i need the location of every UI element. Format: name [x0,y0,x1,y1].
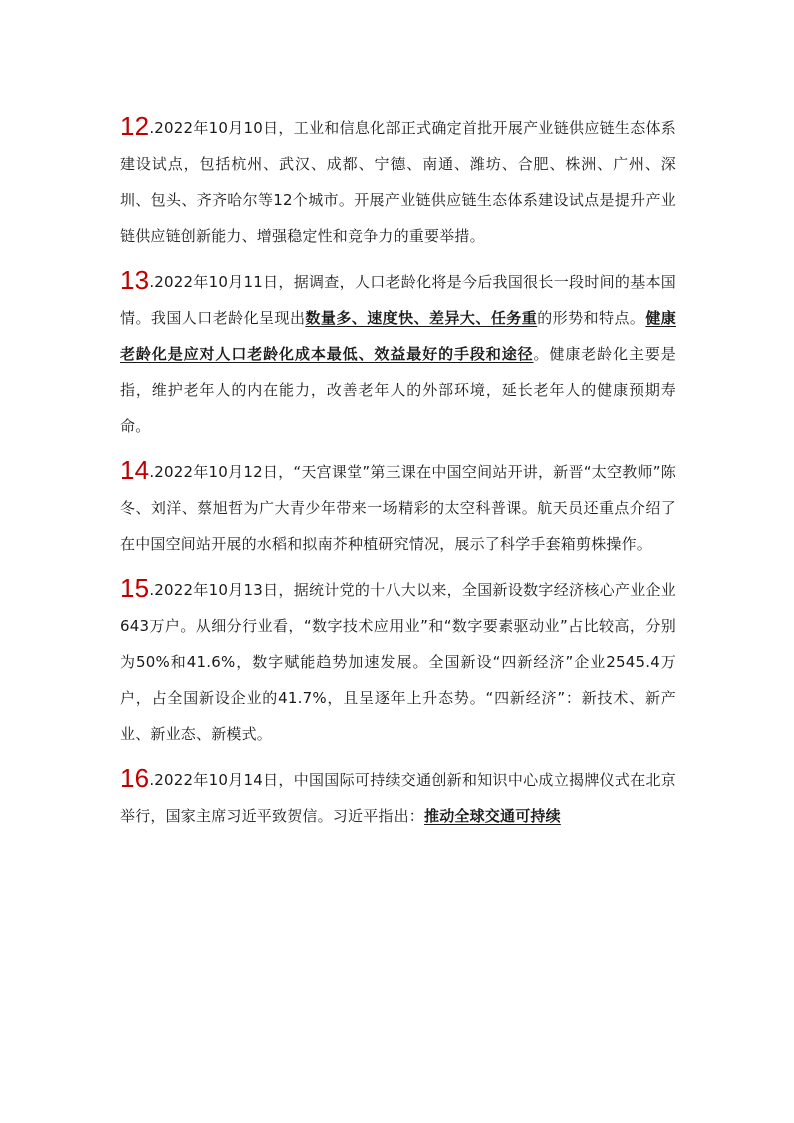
news-item-13 [120,262,676,444]
news-item-15 [120,570,676,752]
emphasis-text: 健康老龄化是应对人口老龄化成本最低、效益最好的手段和途径 [120,309,676,363]
item-number: 13 [120,265,150,295]
news-item-16 [120,760,676,834]
news-item-12 [120,108,676,254]
news-item-14 [120,452,676,562]
item-number: 16 [120,763,150,793]
item-text: .2022年10月13日，据统计党的十八大以来，全国新设数字经济核心产业企业643万户。从细分行业看，“数字技术应用业”和“数字要素驱动业”占比较高，分别为50%和41.6%，数字赋能趋势加速发展。全国新设“四新经济”企业2545.4万户，占全国新设企业的41.7%，且呈逐年上升态势。“四新经济”：新技术、新产业、新业态、新模式。 [120,581,676,743]
item-text: 的形势和特点。 [537,309,646,327]
item-text: 。健康老龄化主要是指，维护老年人的内在能力，改善老年人的外部环境，延长老年人的健康预期寿命。 [120,345,676,435]
item-text: .2022年10月12日，“天宫课堂”第三课在中国空间站开讲，新晋“太空教师”陈冬、刘洋、蔡旭哲为广大青少年带来一场精彩的太空科普课。航天员还重点介绍了在中国空间站开展的水稻和拟南芥种植研究情况，展示了科学手套箱剪株操作。 [120,463,676,553]
item-text: .2022年10月14日，中国国际可持续交通创新和知识中心成立揭牌仪式在北京举行，国家主席习近平致贺信。习近平指出： [120,771,676,825]
emphasis-text: 推动全球交通可持续 [424,807,561,825]
document-page [120,108,676,842]
item-text: .2022年10月11日，据调查，人口老龄化将是今后我国很长一段时间的基本国情。我国人口老龄化呈现出 [120,273,676,327]
item-number: 12 [120,111,150,141]
item-number: 15 [120,573,150,603]
item-text: .2022年10月10日，工业和信息化部正式确定首批开展产业链供应链生态体系建设试点，包括杭州、武汉、成都、宁德、南通、潍坊、合肥、株洲、广州、深圳、包头、齐齐哈尔等12个城市。开展产业链供应链生态体系建设试点是提升产业链供应链创新能力、增强稳定性和竞争力的重要举措。 [120,119,676,245]
item-number: 14 [120,455,150,485]
emphasis-text: 数量多、速度快、差异大、任务重 [305,309,538,327]
